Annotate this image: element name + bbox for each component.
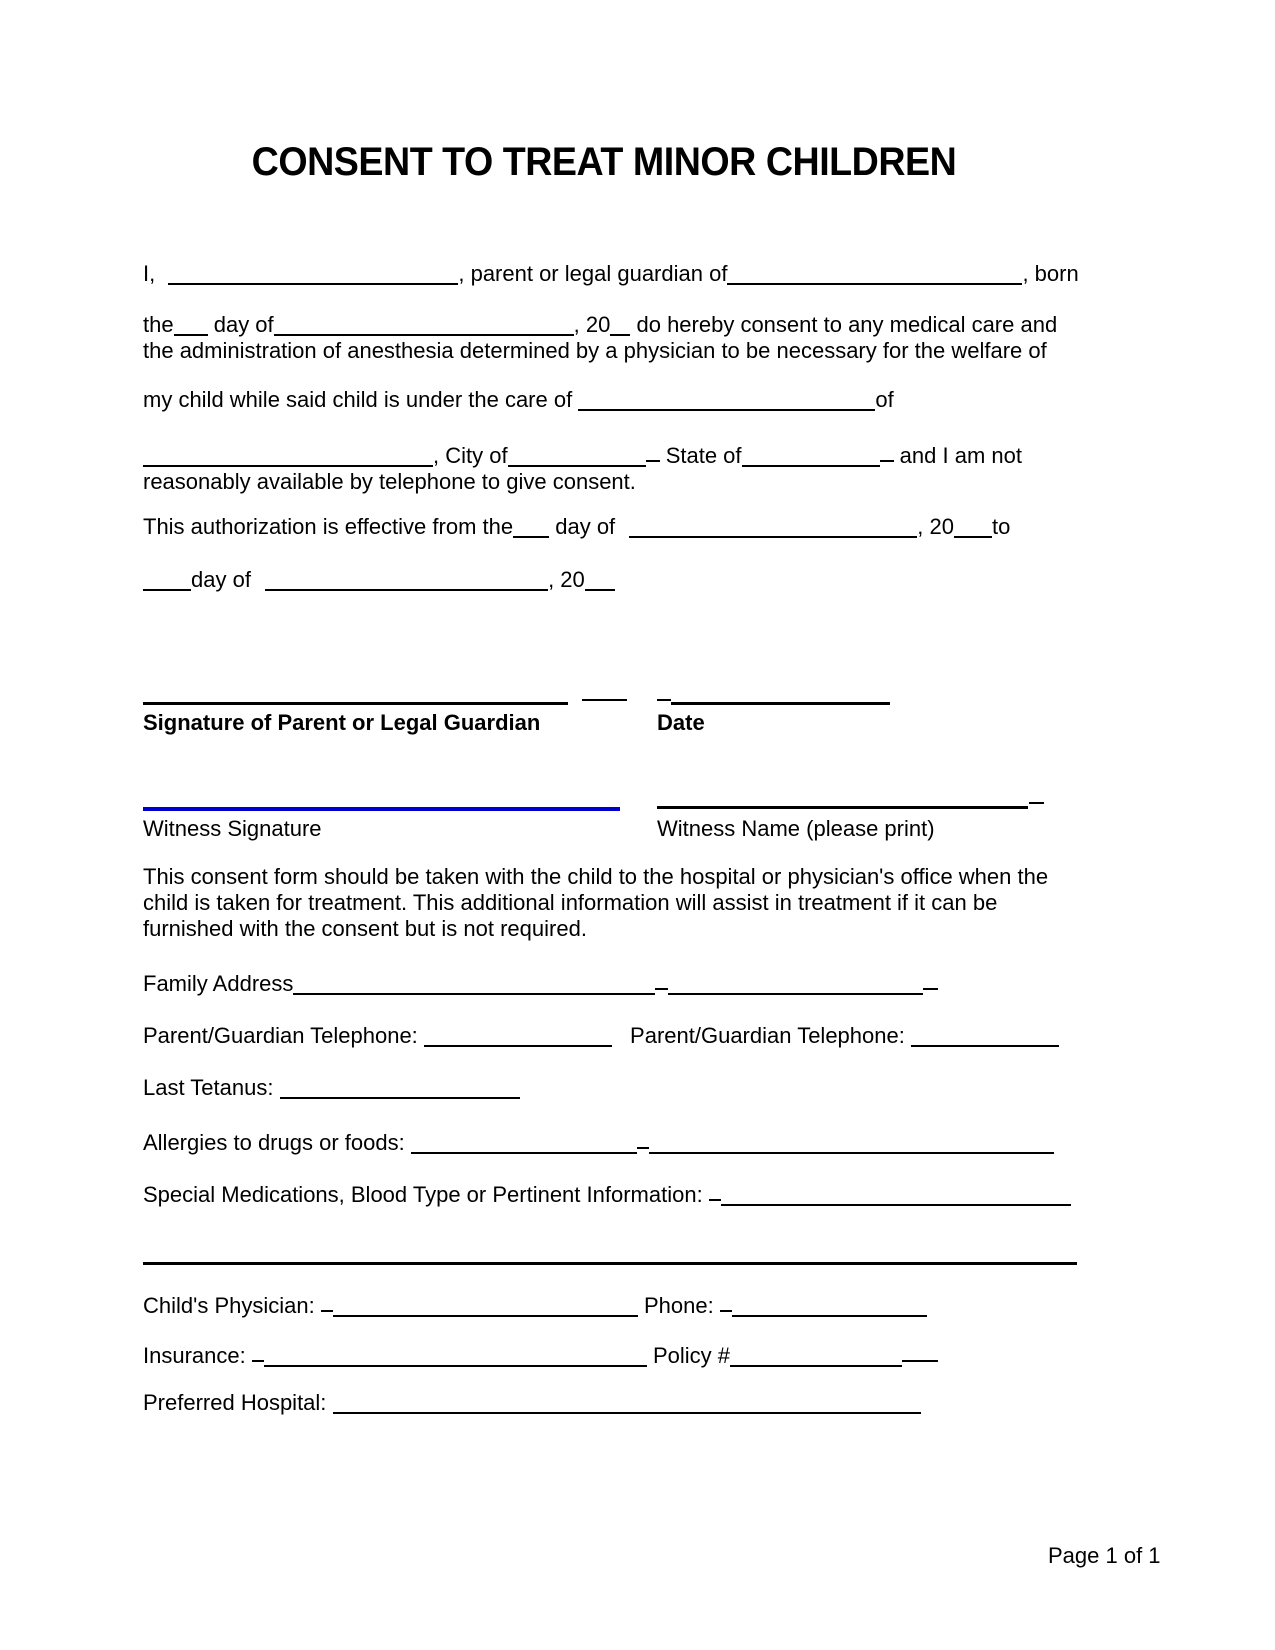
family-address-label: Family Address: [143, 971, 294, 996]
family-address-joiner[interactable]: [655, 968, 668, 990]
policy-label: Policy #: [652, 1343, 731, 1368]
form-title: CONSENT TO TREAT MINOR CHILDREN: [251, 140, 957, 184]
insurance-row: [143, 1340, 938, 1369]
parent-phone-2-label: Parent/Guardian Telephone:: [630, 1023, 905, 1048]
city-blank-tick[interactable]: [646, 440, 660, 462]
effective-to-day-blank[interactable]: [143, 569, 191, 591]
phone-1-blank[interactable]: [424, 1025, 612, 1047]
insurance-tick[interactable]: [252, 1340, 264, 1362]
note-line-3: furnished with the consent but is not required.: [143, 916, 587, 941]
intro-l1-mid: , parent or legal guardian of: [458, 261, 728, 286]
parent-signature-label: Signature of Parent or Legal Guardian: [143, 710, 541, 735]
intro-l2-comma20: , 20: [573, 312, 611, 337]
phone-tick[interactable]: [720, 1290, 732, 1312]
phone-blank[interactable]: [732, 1295, 927, 1317]
intro-line-8: [143, 567, 615, 593]
intro-l5-cityof: , City of: [433, 443, 508, 468]
effective-to-year-blank[interactable]: [585, 569, 615, 591]
state-blank[interactable]: [742, 445, 880, 467]
phone-2-blank[interactable]: [911, 1025, 1059, 1047]
witness-name-line[interactable]: [657, 806, 1028, 809]
physician-blank[interactable]: [333, 1295, 638, 1317]
intro-l4-pre: my child while said child is under the care of: [143, 387, 573, 412]
special-info-blank[interactable]: [721, 1184, 1071, 1206]
allergies-blank-2[interactable]: [649, 1132, 1054, 1154]
tetanus-blank[interactable]: [280, 1077, 520, 1099]
special-info-continuation-line[interactable]: [143, 1262, 1077, 1265]
family-address-blank-1[interactable]: [293, 973, 655, 995]
family-address-end-tick[interactable]: [923, 968, 938, 990]
intro-l7-comma20: , 20: [917, 514, 954, 539]
caregiver-address-blank[interactable]: [143, 445, 433, 467]
telephone-row: [143, 1023, 1059, 1049]
insurance-blank[interactable]: [264, 1345, 647, 1367]
policy-end-tick[interactable]: [902, 1340, 938, 1362]
allergies-label: Allergies to drugs or foods:: [143, 1130, 405, 1155]
intro-l8-comma20: , 20: [548, 567, 585, 592]
intro-l8-dayof: day of: [191, 567, 251, 592]
intro-l1-end: , born: [1022, 261, 1079, 286]
effective-from-day-blank[interactable]: [513, 516, 549, 538]
date-line-tick[interactable]: [657, 699, 671, 701]
phone-label: Phone:: [643, 1293, 714, 1318]
family-address-row: [143, 968, 938, 997]
witness-name-label: Witness Name (please print): [657, 816, 935, 841]
last-tetanus-label: Last Tetanus:: [143, 1075, 274, 1100]
effective-from-month-blank[interactable]: [629, 516, 917, 538]
birth-year-blank[interactable]: [610, 314, 630, 336]
intro-l7-to: to: [992, 514, 1011, 539]
physician-tick[interactable]: [321, 1290, 333, 1312]
date-line[interactable]: [671, 702, 890, 705]
intro-line-4: [143, 387, 894, 413]
hospital-row: [143, 1390, 921, 1416]
preferred-hospital-label: Preferred Hospital:: [143, 1390, 327, 1415]
intro-line-5-6: [143, 440, 1022, 495]
intro-l6: reasonably available by telephone to give consent.: [143, 469, 636, 494]
note-line-2: child is taken for treatment. This additional information will assist in treatment if it can be: [143, 890, 998, 915]
policy-blank[interactable]: [730, 1345, 902, 1367]
witness-name-line-tick[interactable]: [1029, 802, 1044, 804]
date-label: Date: [657, 710, 705, 735]
intro-l5-stateof: State of: [665, 443, 742, 468]
hospital-blank[interactable]: [333, 1392, 921, 1414]
parent-phone-1-label: Parent/Guardian Telephone:: [143, 1023, 418, 1048]
note-line-1: This consent form should be taken with the child to the hospital or physician's office when the: [143, 864, 1049, 889]
note-paragraph: [143, 864, 1048, 942]
birth-month-blank[interactable]: [274, 314, 574, 336]
allergies-row: [143, 1127, 1054, 1156]
allergies-blank-1[interactable]: [411, 1132, 637, 1154]
childs-physician-label: Child's Physician:: [143, 1293, 315, 1318]
intro-l2-dayof: day of: [213, 312, 274, 337]
intro-l2-the: the: [143, 312, 174, 337]
page-number: Page 1 of 1: [1048, 1543, 1161, 1568]
child-name-blank[interactable]: [727, 263, 1022, 285]
intro-l3: the administration of anesthesia determined by a physician to be necessary for the welfare of: [143, 338, 1047, 363]
family-address-blank-2[interactable]: [668, 973, 923, 995]
allergies-joiner[interactable]: [637, 1127, 649, 1149]
parent-name-blank[interactable]: [168, 263, 458, 285]
parent-signature-line-end[interactable]: [582, 699, 627, 701]
birth-day-blank[interactable]: [174, 314, 208, 336]
witness-signature-line[interactable]: [143, 807, 620, 811]
tetanus-row: [143, 1075, 520, 1101]
intro-l2-rest: do hereby consent to any medical care and: [636, 312, 1058, 337]
city-blank[interactable]: [508, 445, 646, 467]
intro-l7-pre: This authorization is effective from the: [143, 514, 514, 539]
witness-signature-label: Witness Signature: [143, 816, 322, 841]
effective-from-year-blank[interactable]: [954, 516, 992, 538]
special-medications-label: Special Medications, Blood Type or Pertinent Information:: [143, 1182, 703, 1207]
parent-signature-line[interactable]: [143, 702, 568, 705]
intro-line-1: [143, 261, 1079, 287]
intro-l7-dayof: day of: [555, 514, 616, 539]
intro-l1-pre: I,: [143, 261, 156, 286]
intro-line-7: [143, 514, 1010, 540]
intro-l5-end: and I am not: [899, 443, 1022, 468]
special-medications-row: [143, 1179, 1071, 1208]
intro-l4-of: of: [875, 387, 894, 412]
effective-to-month-blank[interactable]: [265, 569, 548, 591]
insurance-label: Insurance:: [143, 1343, 246, 1368]
caregiver-name-blank[interactable]: [578, 389, 875, 411]
intro-line-2-3: [143, 312, 1057, 364]
state-blank-tick[interactable]: [880, 440, 894, 462]
special-info-tick[interactable]: [709, 1179, 721, 1201]
physician-row: [143, 1290, 927, 1319]
